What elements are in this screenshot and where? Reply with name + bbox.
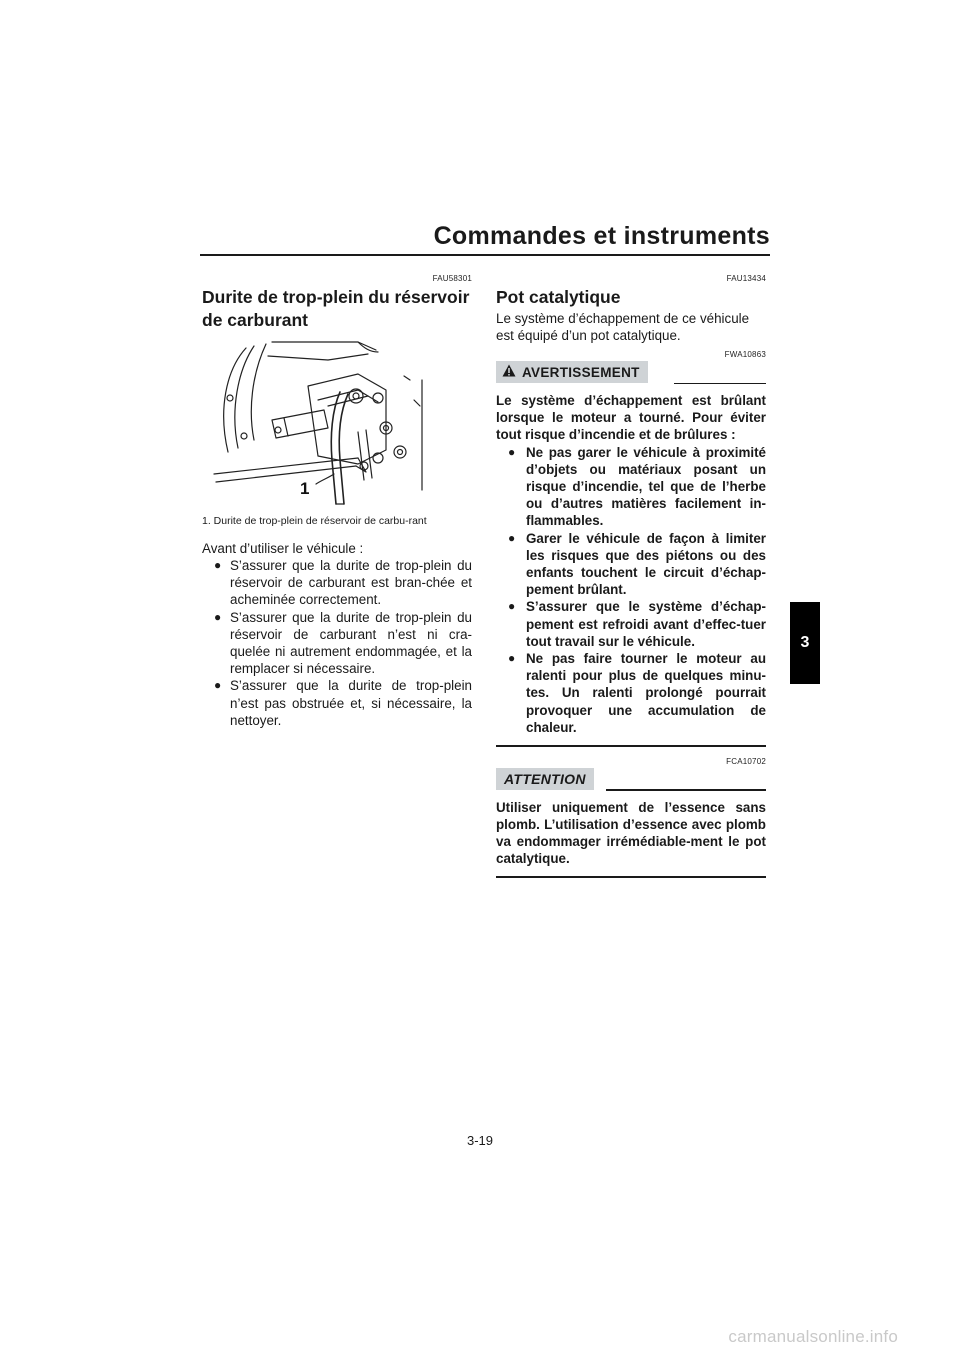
- page-title: Commandes et instruments: [433, 222, 770, 250]
- section-code: FAU58301: [432, 274, 472, 283]
- header-line: [606, 789, 766, 791]
- warning-header: [496, 361, 766, 385]
- attention-code: FCA10702: [726, 756, 766, 766]
- list-item: ● S’assurer que la durite de trop-plein du réservoir de carburant est bran-chée et acheminée correctement.: [214, 558, 472, 608]
- attention-header: [496, 768, 766, 792]
- intro-text: Le système d’échappement de ce véhicule est équipé d’un pot catalytique.: [496, 311, 750, 343]
- warning-text: Le système d’échappement est brûlant lorsque le moteur a tourné. Pour éviter tout risque d’incendie et de brûlures :: [496, 393, 766, 443]
- bullet-icon: ●: [214, 609, 222, 624]
- left-column: [202, 274, 472, 729]
- header-rule: [200, 254, 770, 256]
- section-code: FAU13434: [726, 274, 766, 283]
- right-column: [496, 274, 766, 878]
- callout-number: 1: [300, 479, 310, 498]
- list-item: ● Ne pas garer le véhicule à proximité d’objets ou matériaux posant un risque d’incendie, tel que de l’herbe ou d’autres matières facilement in-flammables.: [508, 444, 766, 529]
- bullet-icon: ●: [214, 558, 222, 572]
- list-item: ● S’assurer que la durite de trop-plein du réservoir de carburant n’est ni cra-quelée ni autrement endommagée, et la remplacer si nécessaire.: [214, 609, 472, 677]
- bullet-icon: ●: [508, 651, 516, 666]
- bullet-icon: ●: [508, 599, 516, 614]
- attention-label: ATTENTION: [496, 768, 594, 790]
- section-heading: Pot catalytique: [496, 287, 621, 307]
- list-item: ● Garer le véhicule de façon à limiter les risques que des piétons ou des enfants touchent le circuit d’échap-pement brûlant.: [508, 530, 766, 598]
- watermark: carmanualsonline.info: [728, 1327, 898, 1346]
- warning-code: FWA10863: [724, 350, 766, 359]
- intro-text: Avant d’utiliser le véhicule :: [202, 541, 364, 556]
- chapter-tab[interactable]: 3: [790, 602, 820, 684]
- bullet-icon: ●: [508, 444, 516, 459]
- warning-label: AVERTISSEMENT: [496, 361, 648, 383]
- figure-caption: 1. Durite de trop-plein de réservoir de carbu-rant: [202, 515, 427, 527]
- section-heading: Durite de trop-plein du réservoir de carburant: [202, 287, 470, 330]
- bullet-icon: ●: [214, 678, 222, 693]
- list-item: ● S’assurer que le système d’échap-pement est refroidi avant d’effec-tuer tout travail sur le véhicule.: [508, 599, 766, 649]
- fuel-tank-overflow-hose-diagram: [208, 340, 432, 510]
- bullet-icon: ●: [508, 530, 516, 545]
- attention-text: Utiliser uniquement de l’essence sans plomb. L’utilisation d’essence avec plomb va endommager irrémédiable-ment le pot catalytique.: [496, 799, 766, 867]
- warning-end-rule: [496, 745, 766, 747]
- list-item: ● S’assurer que la durite de trop-plein n’est pas obstruée et, si nécessaire, la nettoyer.: [214, 678, 472, 728]
- list-item: ● Ne pas faire tourner le moteur au ralenti pour plus de quelques minu-tes. Un ralenti prolongé pourrait provoquer une accumulation de chaleur.: [508, 651, 766, 735]
- overflow-hose-figure: [208, 340, 432, 510]
- warning-triangle-icon: [502, 364, 516, 380]
- attention-end-rule: [496, 876, 766, 878]
- header-line: [674, 383, 766, 385]
- check-list: [202, 557, 472, 729]
- warning-list: [496, 444, 766, 736]
- page-number: 3-19: [466, 1133, 494, 1148]
